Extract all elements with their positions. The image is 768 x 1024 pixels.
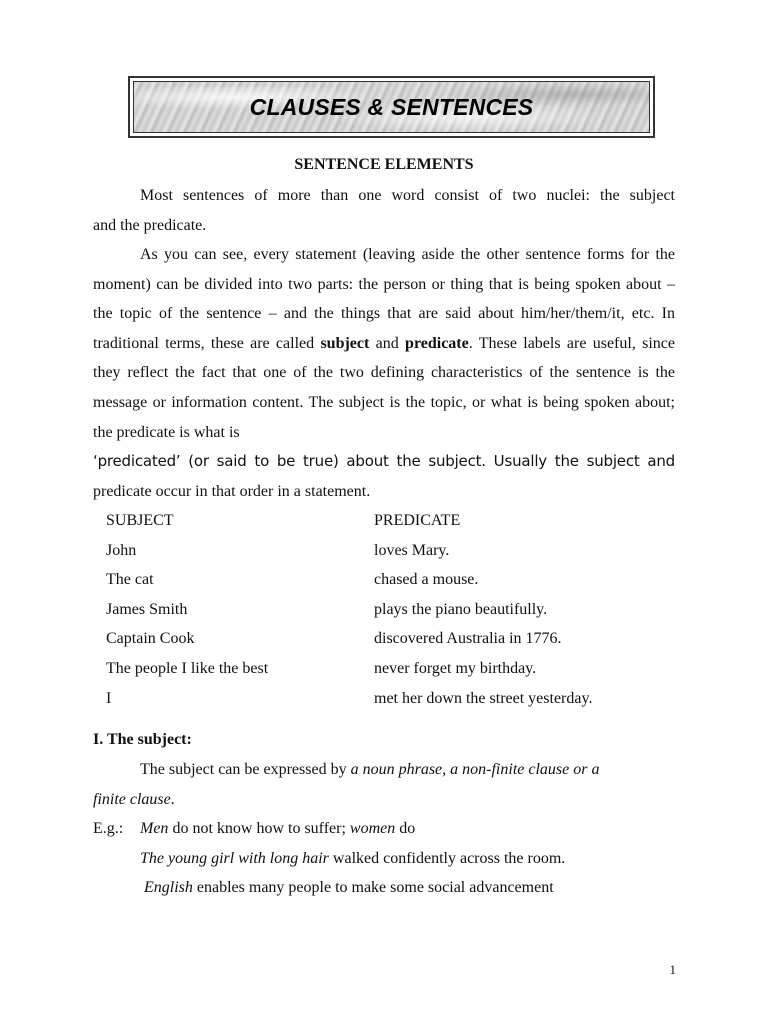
paragraph-2-line-predicated: ‘predicated’ (or said to be true) about the subject. Usually the subject and [93,452,675,470]
row-subject: Captain Cook [106,630,195,648]
paragraph-2-text-b: . These labels are useful, since they reflect the fact that one of the two defining characteristics of the sentence is the message or information content. The subject is the topic, or what is being spoken about; the predicate is what is [93,334,675,441]
row-subject: John [106,541,137,559]
row-subject: The people I like the best [106,659,269,677]
example-3-italic: English [144,879,193,896]
example-1-italic-b: women [349,820,396,837]
subject-intro [93,755,675,785]
term-subject: subject [320,334,370,352]
table-row [106,654,666,684]
example-2-text: walked confidently across the room. [328,850,566,867]
example-2-italic: The young girl with long hair [140,850,329,867]
paragraph-1 [93,181,675,240]
document-title: CLAUSES & SENTENCES [249,93,534,120]
example-line-1 [93,814,675,844]
header-subject: SUBJECT [106,512,174,529]
subject-intro-italic: a noun phrase, a non-finite clause or a [350,761,600,778]
row-predicate: chased a mouse. [374,571,479,589]
example-line-3 [144,873,680,903]
subject-intro-italic-2: finite clause [93,791,171,808]
paragraph-1-line-2: and the predicate. [93,216,207,234]
paragraph-2-text-a: As you can see, every statement (leaving aside the other sentence forms for the moment) can be divided into two parts: the person or thing that is being spoken about – the topic of the sentence – and the things that are said about him/her/them/it, etc. In traditional terms, these are called [93,246,675,352]
paragraph-1-line-1: Most sentences of more than one word consist of two nuclei: the subject [140,187,675,204]
title-banner [128,76,655,138]
page-number: 1 [669,962,676,977]
row-subject: I [106,689,112,707]
table-row [106,536,666,566]
subject-predicate-table [106,506,666,713]
paragraph-2 [93,240,675,447]
subsection-title: I. The subject: [93,731,192,748]
table-row [106,624,666,654]
example-line-2 [140,844,680,874]
example-label: E.g.: [93,820,124,837]
table-row [106,595,666,625]
term-predicate: predicate [405,334,469,352]
row-predicate: never forget my birthday. [374,659,537,677]
example-1-text-b: do [395,820,416,837]
table-row [106,684,666,714]
paragraph-2-line-last: predicate occur in that order in a statement. [93,483,371,500]
subject-intro-end: . [170,791,175,808]
row-subject: James Smith [106,600,188,618]
row-predicate: discovered Australia in 1776. [374,630,562,648]
paragraph-2-text-mid: and [369,334,406,352]
row-predicate: loves Mary. [374,541,450,559]
header-predicate: PREDICATE [374,512,461,529]
table-header-row [106,506,666,536]
row-predicate: plays the piano beautifully. [374,600,548,618]
example-3-text: enables many people to make some social advancement [192,879,554,896]
section-heading: SENTENCE ELEMENTS [294,156,474,173]
row-subject: The cat [106,571,154,589]
subject-intro-line-2 [93,785,675,815]
example-1-italic-a: Men [140,820,169,837]
table-row [106,565,666,595]
marble-banner-background [133,81,650,133]
subject-intro-text: The subject can be expressed by [140,761,351,778]
row-predicate: met her down the street yesterday. [374,689,593,707]
example-1-text-a: do not know how to suffer; [168,820,350,837]
